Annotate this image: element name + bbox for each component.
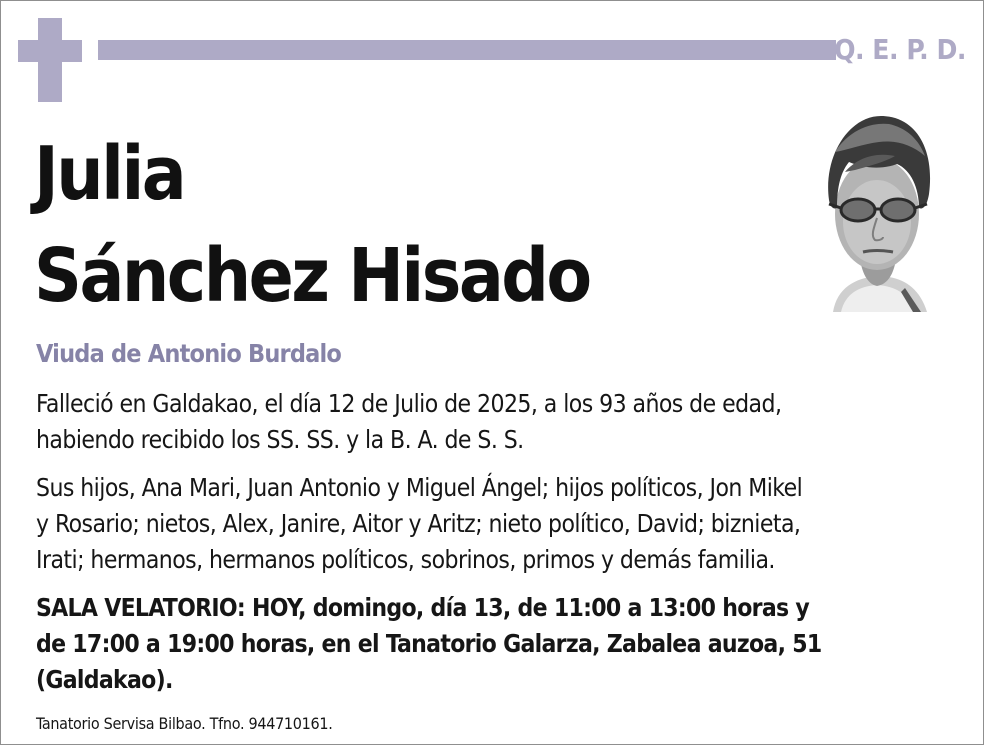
widow-line: Viuda de Antonio Burdalo xyxy=(36,339,342,368)
wake-paragraph xyxy=(36,590,966,698)
wake-line: (Galdakao). xyxy=(36,665,173,694)
death-notice-paragraph xyxy=(36,386,966,458)
portrait-photo xyxy=(815,112,937,312)
wake-line: de 17:00 a 19:00 horas, en el Tanatorio Galarza, Zabalea auzoa, 51 xyxy=(36,629,822,658)
qepd-label: Q. E. P. D. xyxy=(834,33,966,66)
deceased-first-name: Julia xyxy=(34,131,185,217)
cross-icon-horizontal xyxy=(18,40,82,62)
funeral-home-footer: Tanatorio Servisa Bilbao. Tfno. 944710161. xyxy=(36,714,333,733)
death-notice-line: Falleció en Galdakao, el día 12 de Julio de 2025, a los 93 años de edad, xyxy=(36,389,782,418)
family-line: Irati; hermanos, hermanos políticos, sobrinos, primos y demás familia. xyxy=(36,545,775,574)
family-line: y Rosario; nietos, Alex, Janire, Aitor y Aritz; nieto político, David; biznieta, xyxy=(36,509,801,538)
death-notice-line: habiendo recibido los SS. SS. y la B. A. de S. S. xyxy=(36,425,524,454)
family-line: Sus hijos, Ana Mari, Juan Antonio y Miguel Ángel; hijos políticos, Jon Mikel xyxy=(36,473,803,502)
family-paragraph xyxy=(36,470,966,578)
header-rule xyxy=(98,40,836,60)
wake-line: SALA VELATORIO: HOY, domingo, día 13, de 11:00 a 13:00 horas y xyxy=(36,593,810,622)
deceased-last-names: Sánchez Hisado xyxy=(34,233,590,319)
